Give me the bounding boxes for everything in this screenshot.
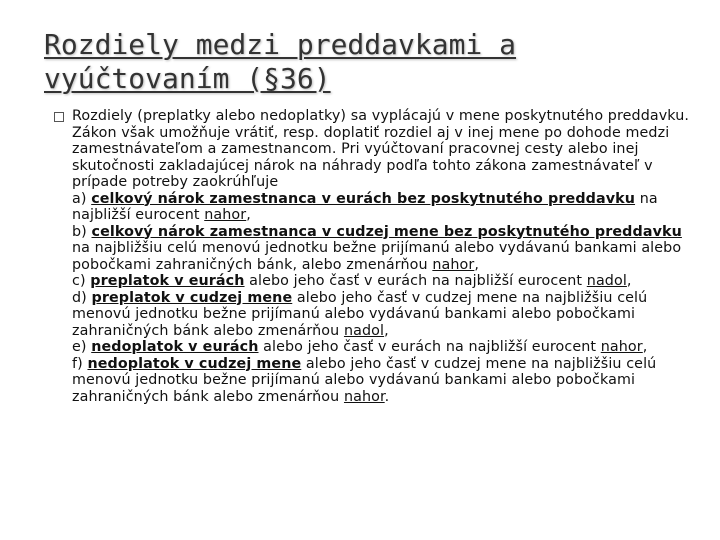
item-term: celkový nárok zamestnanca v eurách bez poskytnutého preddavku [91, 190, 636, 207]
list-item-d: d) preplatok v cudzej mene alebo jeho časť v cudzej mene na najbližšiu celú menovú jednotku bežne prijímanú alebo vydávanú bankami alebo pobočkami zahraničných bánk alebo zmenárňou nadol, [72, 289, 648, 339]
item-term: nedoplatok v eurách [91, 339, 259, 355]
list-item-c: c) preplatok v eurách alebo jeho časť v eurách na najbližší eurocent nadol, [72, 273, 632, 289]
slide-title [44, 28, 684, 96]
list-item-b: b) celkový nárok zamestnanca v cudzej mene bez poskytnutého preddavku na najbližšiu celú menovú jednotku bežne prijímanú alebo vydávanú bankami alebo pobočkami zahraničných bánk, alebo zmenárňou nahor, [72, 223, 682, 273]
item-term: celkový nárok zamestnanca v cudzej mene bez poskytnutého preddavku [91, 223, 682, 240]
item-term: nedoplatok v cudzej mene [87, 355, 302, 372]
rounding-direction: nahor [343, 388, 385, 405]
list-item-e: e) nedoplatok v eurách alebo jeho časť v eurách na najbližší eurocent nahor, [72, 339, 648, 355]
slide-title-line-2: vyúčtovaním (§36) [44, 62, 331, 95]
item-term: preplatok v eurách [90, 273, 245, 289]
rounding-direction: nahor [432, 256, 475, 273]
rounding-direction: nahor [204, 207, 247, 223]
bullet-text [72, 108, 694, 405]
list-item-f: f) nedoplatok v cudzej mene alebo jeho časť v cudzej mene na najbližšiu celú menovú jednotku bežne prijímanú alebo vydávanú bankami alebo pobočkami zahraničných bánk alebo zmenárňou nahor. [72, 355, 657, 405]
rounding-direction: nadol [586, 273, 627, 289]
list-item-a: a) celkový nárok zamestnanca v eurách bez poskytnutého preddavku na najbližší eurocent nahor, [72, 190, 658, 223]
square-bullet-icon [54, 112, 64, 122]
rounding-direction: nahor [600, 339, 643, 355]
intro-text: Rozdiely (preplatky alebo nedoplatky) sa vyplácajú v mene poskytnutého preddavku. Zákon však umožňuje vrátiť, resp. doplatiť rozdiel aj v inej mene po dohode medzi zamestnávateľom a zamestnancom. Pri vyúčtovaní pracovnej cesty alebo inej skutočnosti zakladajúcej nárok na náhrady podľa tohto zákona zamestnávateľ v prípade potreby zaokrúhľuje [72, 108, 690, 190]
bullet-block [54, 108, 694, 405]
item-term: preplatok v cudzej mene [91, 289, 293, 306]
rounding-direction: nadol [343, 322, 385, 339]
slide-title-line-1: Rozdiely medzi preddavkami a [44, 28, 517, 61]
